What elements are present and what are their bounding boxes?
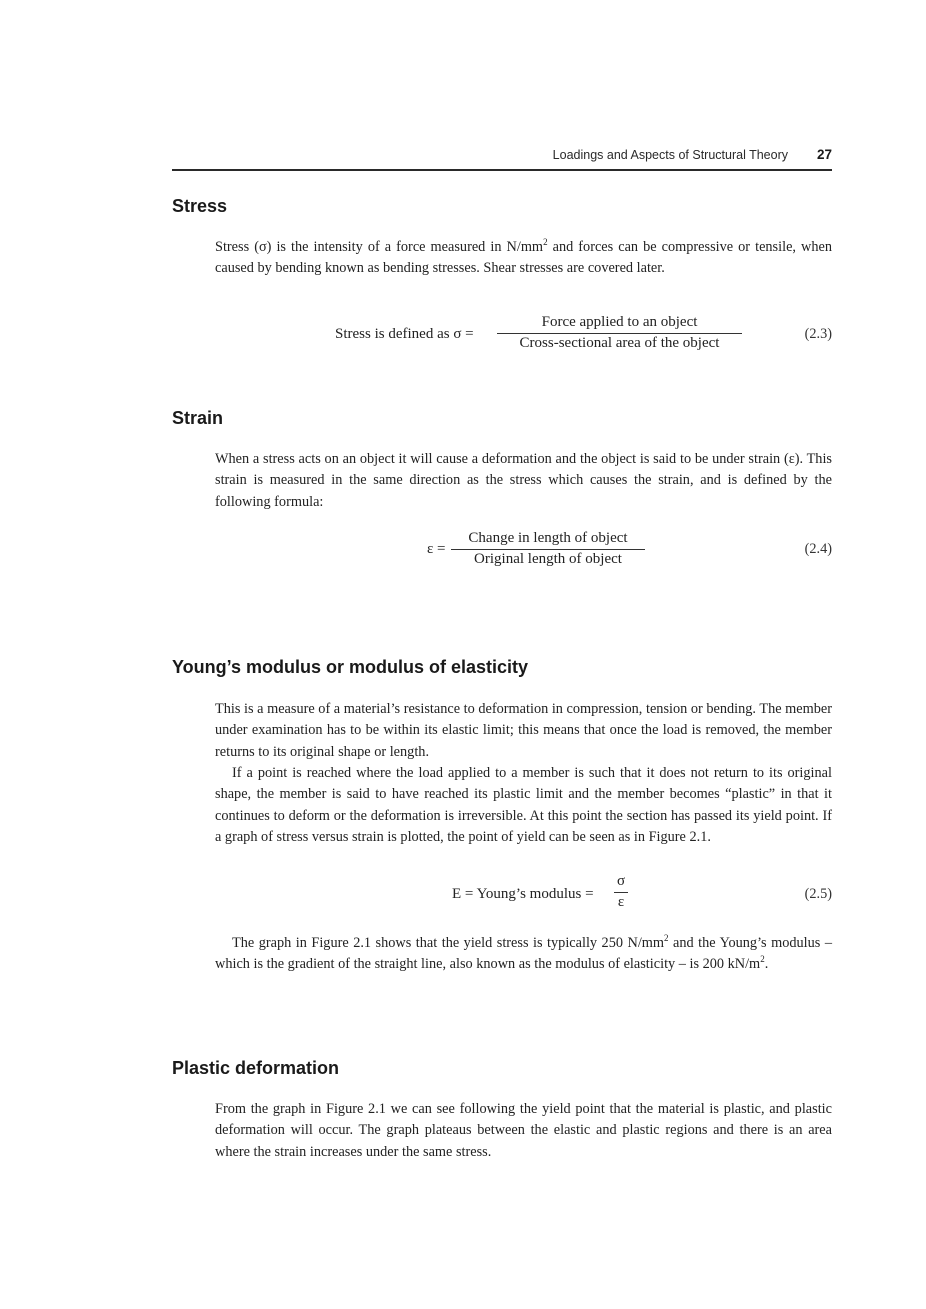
plastic-paragraph: From the graph in Figure 2.1 we can see following the yield point that the material is plastic, and plastic deformation will occur. The graph plateaus between the elastic and plastic regions and there is an area where the strain increases under the same stress. xyxy=(215,1101,832,1160)
equation-2-3-fraction xyxy=(497,314,742,352)
youngs-paragraph-3 xyxy=(215,933,832,976)
equation-2-4-lhs: ε = xyxy=(427,541,446,557)
header-rule xyxy=(172,169,832,171)
equation-2-4-numerator: Change in length of object xyxy=(451,530,645,550)
stress-paragraph-superscript: 2 xyxy=(543,237,548,247)
youngs-paragraph-3-text-a: The graph in Figure 2.1 shows that the yield stress is typically 250 N/mm xyxy=(232,935,665,951)
youngs-paragraph-3-text-c: . xyxy=(764,956,769,973)
section-heading-strain: Strain xyxy=(172,408,224,428)
equation-2-3-denominator: Cross-sectional area of the object xyxy=(519,335,720,351)
section-heading-plastic-deformation: Plastic deformation xyxy=(172,1058,340,1078)
running-head-title: Loadings and Aspects of Structural Theory xyxy=(552,148,788,162)
equation-2-3-label: (2.3) xyxy=(804,326,832,342)
running-head xyxy=(172,144,832,166)
strain-paragraph: When a stress acts on an object it will cause a deformation and the object is said to be under strain (ε). This strain is measured in the same direction as the stress which causes the strain, and is defined by the following formula: xyxy=(215,451,832,510)
youngs-paragraph-2: If a point is reached where the load applied to a member is such that it does not return to its original shape, the member is said to have reached its plastic limit and the member becomes “plastic” in that it continues to deform or the deformation is irreversible. At this point the section has passed its yield point. If a graph of stress versus strain is plotted, the point of yield can be seen as in Figure 2.1. xyxy=(215,765,832,845)
youngs-paragraph-3-text-b: and the Young’s modulus – which is the gradient of the straight line, also known as the modulus of elasticity – is 200 kN/m xyxy=(215,935,833,973)
equation-2-4-label: (2.4) xyxy=(804,541,832,557)
equation-2-5-lhs: E = Young’s modulus = xyxy=(452,886,594,902)
equation-2-3-numerator: Force applied to an object xyxy=(497,314,742,334)
equation-2-4-fraction xyxy=(451,530,645,568)
youngs-paragraph-1: This is a measure of a material’s resistance to deformation in compression, tension or bending. The member under examination has to be within its elastic limit; this means that once the load is removed, the member returns to its original shape or length. xyxy=(215,701,832,760)
section-heading-youngs-modulus: Young’s modulus or modulus of elasticity xyxy=(172,657,529,677)
stress-paragraph-text-a: Stress (σ) is the intensity of a force measured in N/mm xyxy=(215,239,544,255)
stress-paragraph-text-b: and forces can be compressive or tensile, when caused by bending known as bending stresses. Shear stresses are covered later. xyxy=(215,239,832,277)
youngs-paragraph-3-superscript-2: 2 xyxy=(760,954,765,965)
equation-2-3-lhs: Stress is defined as σ = xyxy=(335,326,474,342)
equation-2-4-denominator: Original length of object xyxy=(474,551,622,567)
equation-2-5-denominator: ε xyxy=(617,894,625,910)
equation-2-5-label: (2.5) xyxy=(804,886,832,902)
page-number: 27 xyxy=(816,147,832,162)
stress-paragraph xyxy=(215,237,832,280)
equation-2-5-numerator: σ xyxy=(614,873,628,893)
equation-2-5-fraction xyxy=(614,873,628,911)
youngs-paragraph-3-superscript-1: 2 xyxy=(664,933,669,943)
section-heading-stress: Stress xyxy=(172,196,228,216)
